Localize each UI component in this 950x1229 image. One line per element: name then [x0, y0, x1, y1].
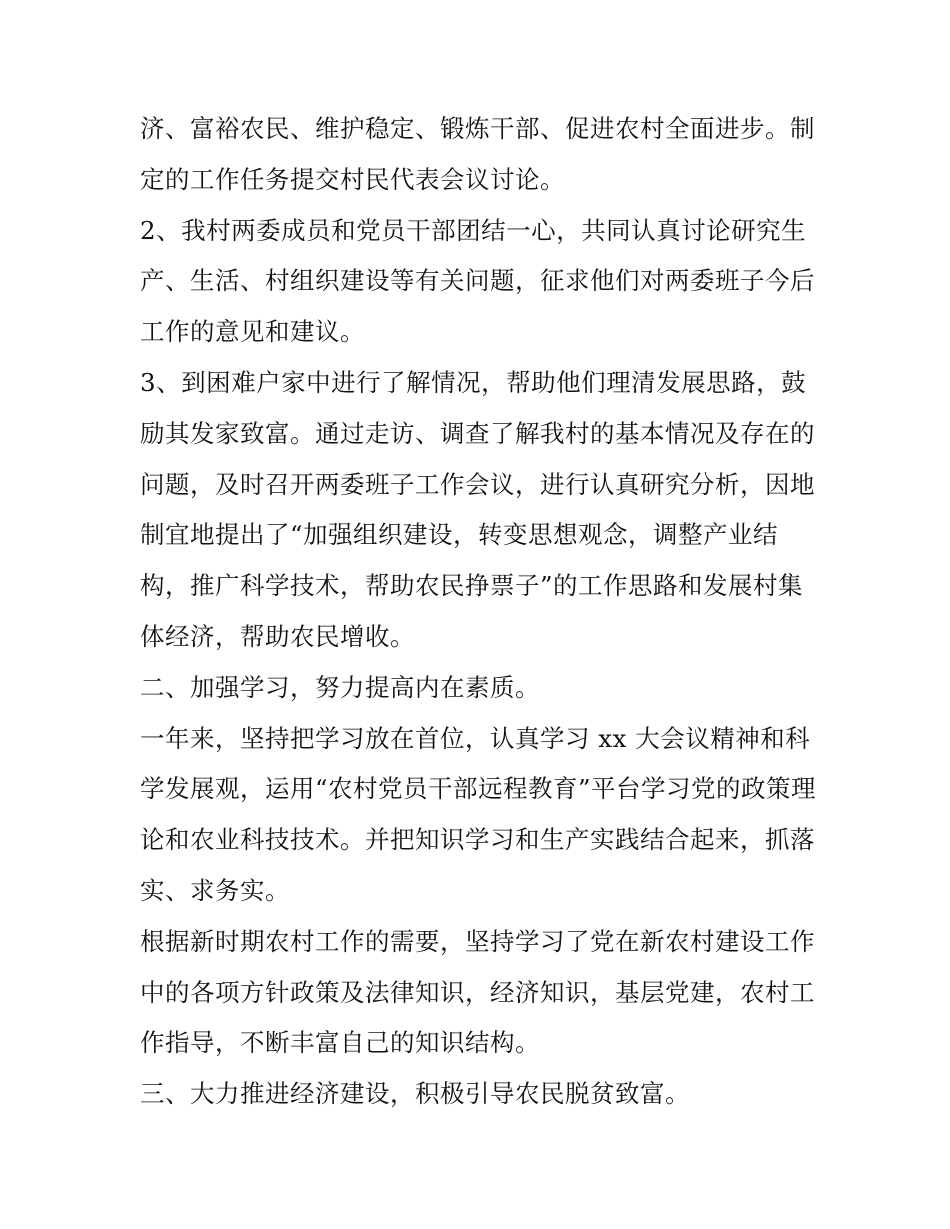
- text-line: 一年来，坚持把学习放在首位，认真学习 xx 大会议精神和科: [140, 723, 811, 753]
- text-line: 学发展观，运用“农村党员干部远程教育”平台学习党的政策理: [140, 774, 817, 804]
- text-line: 定的工作任务提交村民代表会议讨论。: [140, 164, 565, 194]
- document-body: [140, 104, 820, 1120]
- text-line: 励其发家致富。通过走访、调查了解我村的基本情况及存在的: [140, 418, 815, 448]
- text-line: 问题，及时召开两委班子工作会议，进行认真研究分析，因地: [140, 469, 815, 499]
- text-line: 实、求务实。: [140, 875, 290, 905]
- text-line: 3、到困难户家中进行了解情况，帮助他们理清发展思路，鼓: [140, 367, 807, 397]
- text-line: 体经济，帮助农民增收。: [140, 621, 415, 651]
- text-line: 济、富裕农民、维护稳定、锻炼干部、促进农村全面进步。制: [140, 114, 815, 143]
- text-line: 中的各项方针政策及法律知识，经济知识，基层党建，农村工: [140, 977, 815, 1007]
- text-line: 产、生活、村组织建设等有关问题，征求他们对两委班子今后: [140, 266, 815, 296]
- text-line: 根据新时期农村工作的需要，坚持学习了党在新农村建设工作: [140, 926, 815, 956]
- section-heading: 二、加强学习，努力提高内在素质。: [140, 672, 540, 702]
- text-line: 构，推广科学技术，帮助农民挣票子”的工作思路和发展村集: [140, 571, 804, 601]
- text-line: 工作的意见和建议。: [140, 317, 365, 347]
- text-line: 制宜地提出了“加强组织建设，转变思想观念，调整产业结: [140, 520, 779, 550]
- text-line: 作指导，不断丰富自己的知识结构。: [140, 1028, 540, 1058]
- text-line: 论和农业科技技术。并把知识学习和生产实践结合起来，抓落: [140, 825, 815, 855]
- text-line: 2、我村两委成员和党员干部团结一心，共同认真讨论研究生: [140, 215, 807, 245]
- section-heading: 三、大力推进经济建设，积极引导农民脱贫致富。: [140, 1079, 690, 1109]
